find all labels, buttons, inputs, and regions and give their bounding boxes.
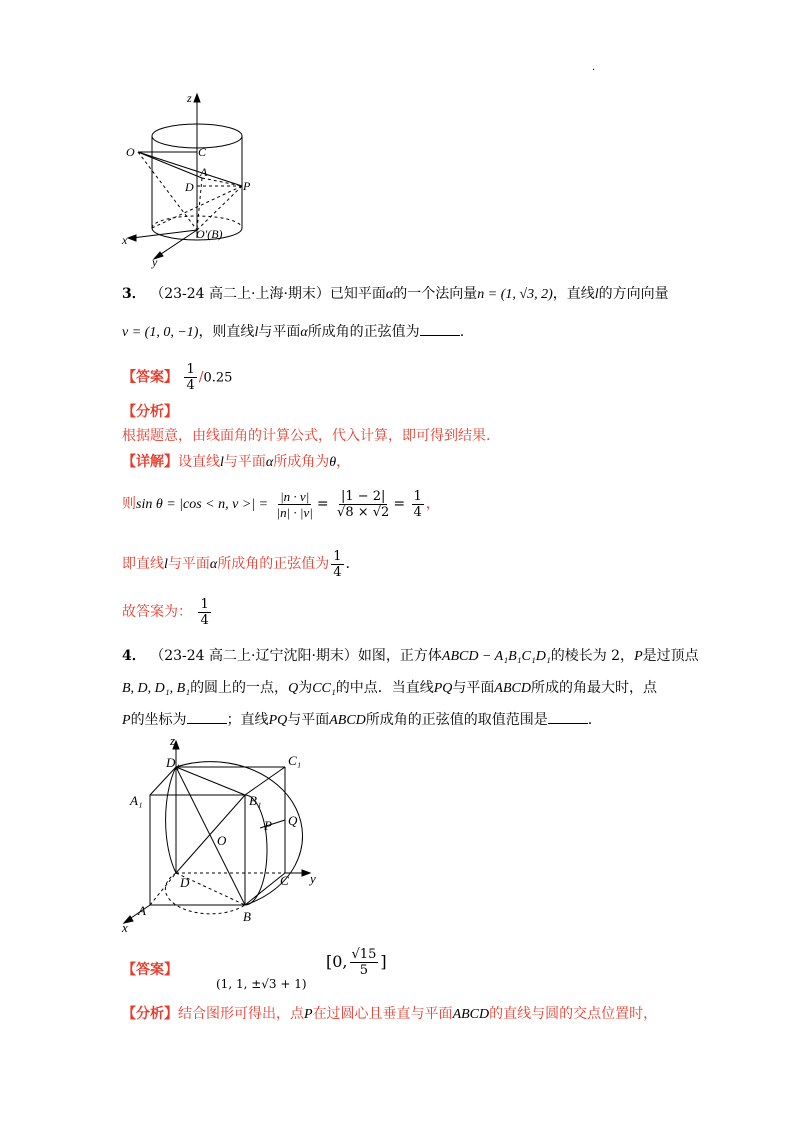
q3-text: 与平面 xyxy=(223,454,266,470)
q3-alpha: α xyxy=(265,455,274,470)
q4-ans2-left: [0, xyxy=(326,952,348,971)
q3-text: 即直线 xyxy=(122,556,164,572)
fig2-label-x: x xyxy=(122,920,128,935)
fig1-label-x: x xyxy=(122,233,128,247)
q4-text: 所成角的正弦值的取值范围是 xyxy=(365,712,548,728)
q4-text: 的坐标为 xyxy=(130,712,187,728)
q4-plane-ABCD: ABCD xyxy=(452,1007,490,1022)
fig2-label-A1: A₁ xyxy=(130,793,143,808)
q4-text: 的中点．当直线 xyxy=(335,680,434,696)
header-dot: . xyxy=(592,62,596,73)
q3-analysis-tag: 【分析】 xyxy=(122,404,178,420)
q3-text: 设直线 xyxy=(178,454,220,470)
q4-text: 如图，正方体 xyxy=(357,648,442,664)
q4-text: ；直线 xyxy=(226,712,269,728)
fig2-label-P: P xyxy=(264,818,272,833)
q4-text: 与平面 xyxy=(452,680,495,696)
q4-ans2-num: √15 xyxy=(351,947,377,962)
q3-text: 则 xyxy=(122,496,136,512)
q3-text: 已知平面 xyxy=(329,286,386,302)
q3-eq: = xyxy=(393,496,406,512)
cylinder-figure xyxy=(110,88,280,273)
fig1-label-A: A xyxy=(200,165,208,179)
q4-answer-1: (1, 1, ±√3 + 1) xyxy=(216,977,307,991)
q3-answer xyxy=(122,362,232,393)
q4-text: . xyxy=(587,712,593,728)
cube-figure xyxy=(110,735,335,935)
q3-frac3-num: 1 xyxy=(413,488,422,504)
q4-text: 与平面 xyxy=(287,712,330,728)
q3-detail-formula xyxy=(122,488,440,521)
q3-ans-den: 4 xyxy=(186,378,195,393)
q3-line-l: l xyxy=(220,455,224,470)
q4-text: 所成的角最大时，点 xyxy=(530,680,657,696)
q4-number: 4． xyxy=(122,648,146,664)
q4-point-P: P xyxy=(634,649,643,664)
q3-final-den: 4 xyxy=(200,612,209,628)
q4-text: 的圆上的一点， xyxy=(190,680,289,696)
fig2-label-y: y xyxy=(310,871,316,886)
q4-line-PQ: PQ xyxy=(433,681,453,696)
q4-analysis-tag: 【分析】 xyxy=(122,1006,178,1022)
q3-line1 xyxy=(122,284,669,305)
q3-line-l: l xyxy=(594,287,599,302)
q3-text: ， xyxy=(336,454,351,470)
q3-frac2-num: |1 − 2| xyxy=(340,488,386,504)
q3-analysis: 根据题意，由线面角的计算公式，代入计算，即可得到结果. xyxy=(122,428,491,444)
q3-ans-sep: / xyxy=(198,369,204,386)
q3-alpha: α xyxy=(209,557,218,572)
fig2-label-B1: B₁ xyxy=(249,793,262,808)
q3-text: 所成角的正弦值为 xyxy=(217,556,330,572)
q3-text: ，则直线 xyxy=(198,324,255,340)
q3-source: （23-24 高二上·上海·期末） xyxy=(150,286,330,302)
q3-text: 所成角的正弦值为 xyxy=(307,324,420,340)
q3-normal-vector: n = (1, √3, 2) xyxy=(477,287,553,302)
q4-plane-ABCD: ABCD xyxy=(329,713,366,728)
q3-theta: θ xyxy=(329,455,337,470)
fig2-label-O: O xyxy=(217,833,227,848)
q4-plane-ABCD: ABCD xyxy=(494,681,531,696)
q4-answer-2 xyxy=(326,946,387,978)
q4-text: 的直线与圆的交点位置时， xyxy=(489,1006,658,1022)
q3-number: 3． xyxy=(122,286,146,302)
q4-line3 xyxy=(122,710,592,731)
q3-text: . xyxy=(459,324,465,340)
fig1-label-C: C xyxy=(198,145,207,159)
q3-text: 与平面 xyxy=(258,324,301,340)
fig1-label-y: y xyxy=(152,255,158,269)
q3-detail-line1 xyxy=(122,452,350,473)
q4-points: B, D, D₁, B₁ xyxy=(122,681,191,696)
q4-line2 xyxy=(122,678,657,699)
q3-text: 的一个法向量 xyxy=(393,286,478,302)
q3-direction-vector: v = (1, 0, −1) xyxy=(122,325,199,340)
q3-eq: = xyxy=(316,496,329,512)
q3-text: 的方向向量 xyxy=(598,286,669,302)
q4-line1 xyxy=(122,646,699,667)
q4-text: 是过顶点 xyxy=(642,648,699,664)
fig1-label-OB: O'(B) xyxy=(196,227,223,241)
q4-answer-blank-2 xyxy=(548,711,588,724)
q4-text: 为 xyxy=(298,680,313,696)
q4-ans2-right: ] xyxy=(380,952,387,971)
fig2-label-D1: D₁ xyxy=(166,755,180,770)
fig1-label-D: D xyxy=(185,180,194,194)
q4-edge-CC1: CC₁ xyxy=(312,681,336,696)
q3-ans-alt: 0.25 xyxy=(203,370,233,386)
q4-ans2-den: 5 xyxy=(359,963,369,978)
q3-answer-blank xyxy=(420,323,460,336)
fig1-label-z: z xyxy=(187,91,192,105)
q4-answer-blank-1 xyxy=(187,711,227,724)
q3-c-num: 1 xyxy=(333,548,342,564)
q4-text: 结合图形可得出，点 xyxy=(178,1006,304,1022)
q3-detail-tag: 【详解】 xyxy=(122,454,178,470)
q3-text: 与平面 xyxy=(167,556,210,572)
q4-point-Q: Q xyxy=(288,681,299,696)
q4-answer-tag: 【答案】 xyxy=(122,962,178,978)
q3-conclusion xyxy=(122,548,350,581)
q3-sin-lhs: sin θ = |cos < n, v >| = xyxy=(136,497,269,512)
fig2-label-B: B xyxy=(243,909,251,924)
q4-text: 的棱长为 2， xyxy=(550,648,635,664)
fig2-label-Q: Q xyxy=(288,813,298,828)
fig1-label-O: O xyxy=(126,145,135,159)
q4-analysis xyxy=(122,1004,657,1025)
fig2-label-A: A xyxy=(138,903,146,918)
q3-frac3-den: 4 xyxy=(413,504,422,520)
q4-cube: ABCD − A₁B₁C₁D₁ xyxy=(441,649,551,664)
q3-frac1-den: |n| · |v| xyxy=(276,504,313,520)
fig2-label-D: D xyxy=(180,875,190,890)
q3-text: . xyxy=(345,556,350,572)
q3-answer-tag: 【答案】 xyxy=(122,369,178,386)
q3-text: ， xyxy=(425,496,440,512)
q3-frac1-num: |n · v| xyxy=(280,488,310,504)
q3-line-l: l xyxy=(254,325,259,340)
q4-text: 在过圆心且垂直与平面 xyxy=(312,1006,453,1022)
fig2-label-C1: C₁ xyxy=(288,753,302,768)
q4-source: （23-24 高二上·辽宁沈阳·期末） xyxy=(150,648,358,664)
q4-answer-tag-row xyxy=(122,960,178,980)
q3-final xyxy=(122,596,213,628)
q3-text: ，直线 xyxy=(552,286,595,302)
q3-text: 所成角为 xyxy=(273,454,330,470)
q4-point-P: P xyxy=(304,1007,313,1022)
q4-point-P: P xyxy=(122,713,131,728)
q3-frac2-den: √8 × √2 xyxy=(337,504,390,520)
q3-alpha: α xyxy=(385,287,394,302)
q4-line-PQ: PQ xyxy=(268,713,288,728)
fig1-label-P: P xyxy=(243,179,251,193)
q3-line2 xyxy=(122,322,464,343)
q3-final-num: 1 xyxy=(200,596,209,612)
q3-line-l: l xyxy=(164,557,168,572)
fig2-label-z: z xyxy=(170,735,176,748)
q3-final-label: 故答案为： xyxy=(122,604,192,620)
q3-c-den: 4 xyxy=(333,564,342,580)
q3-ans-num: 1 xyxy=(186,362,195,377)
q3-alpha: α xyxy=(300,325,308,340)
fig2-label-C: C xyxy=(280,873,289,888)
